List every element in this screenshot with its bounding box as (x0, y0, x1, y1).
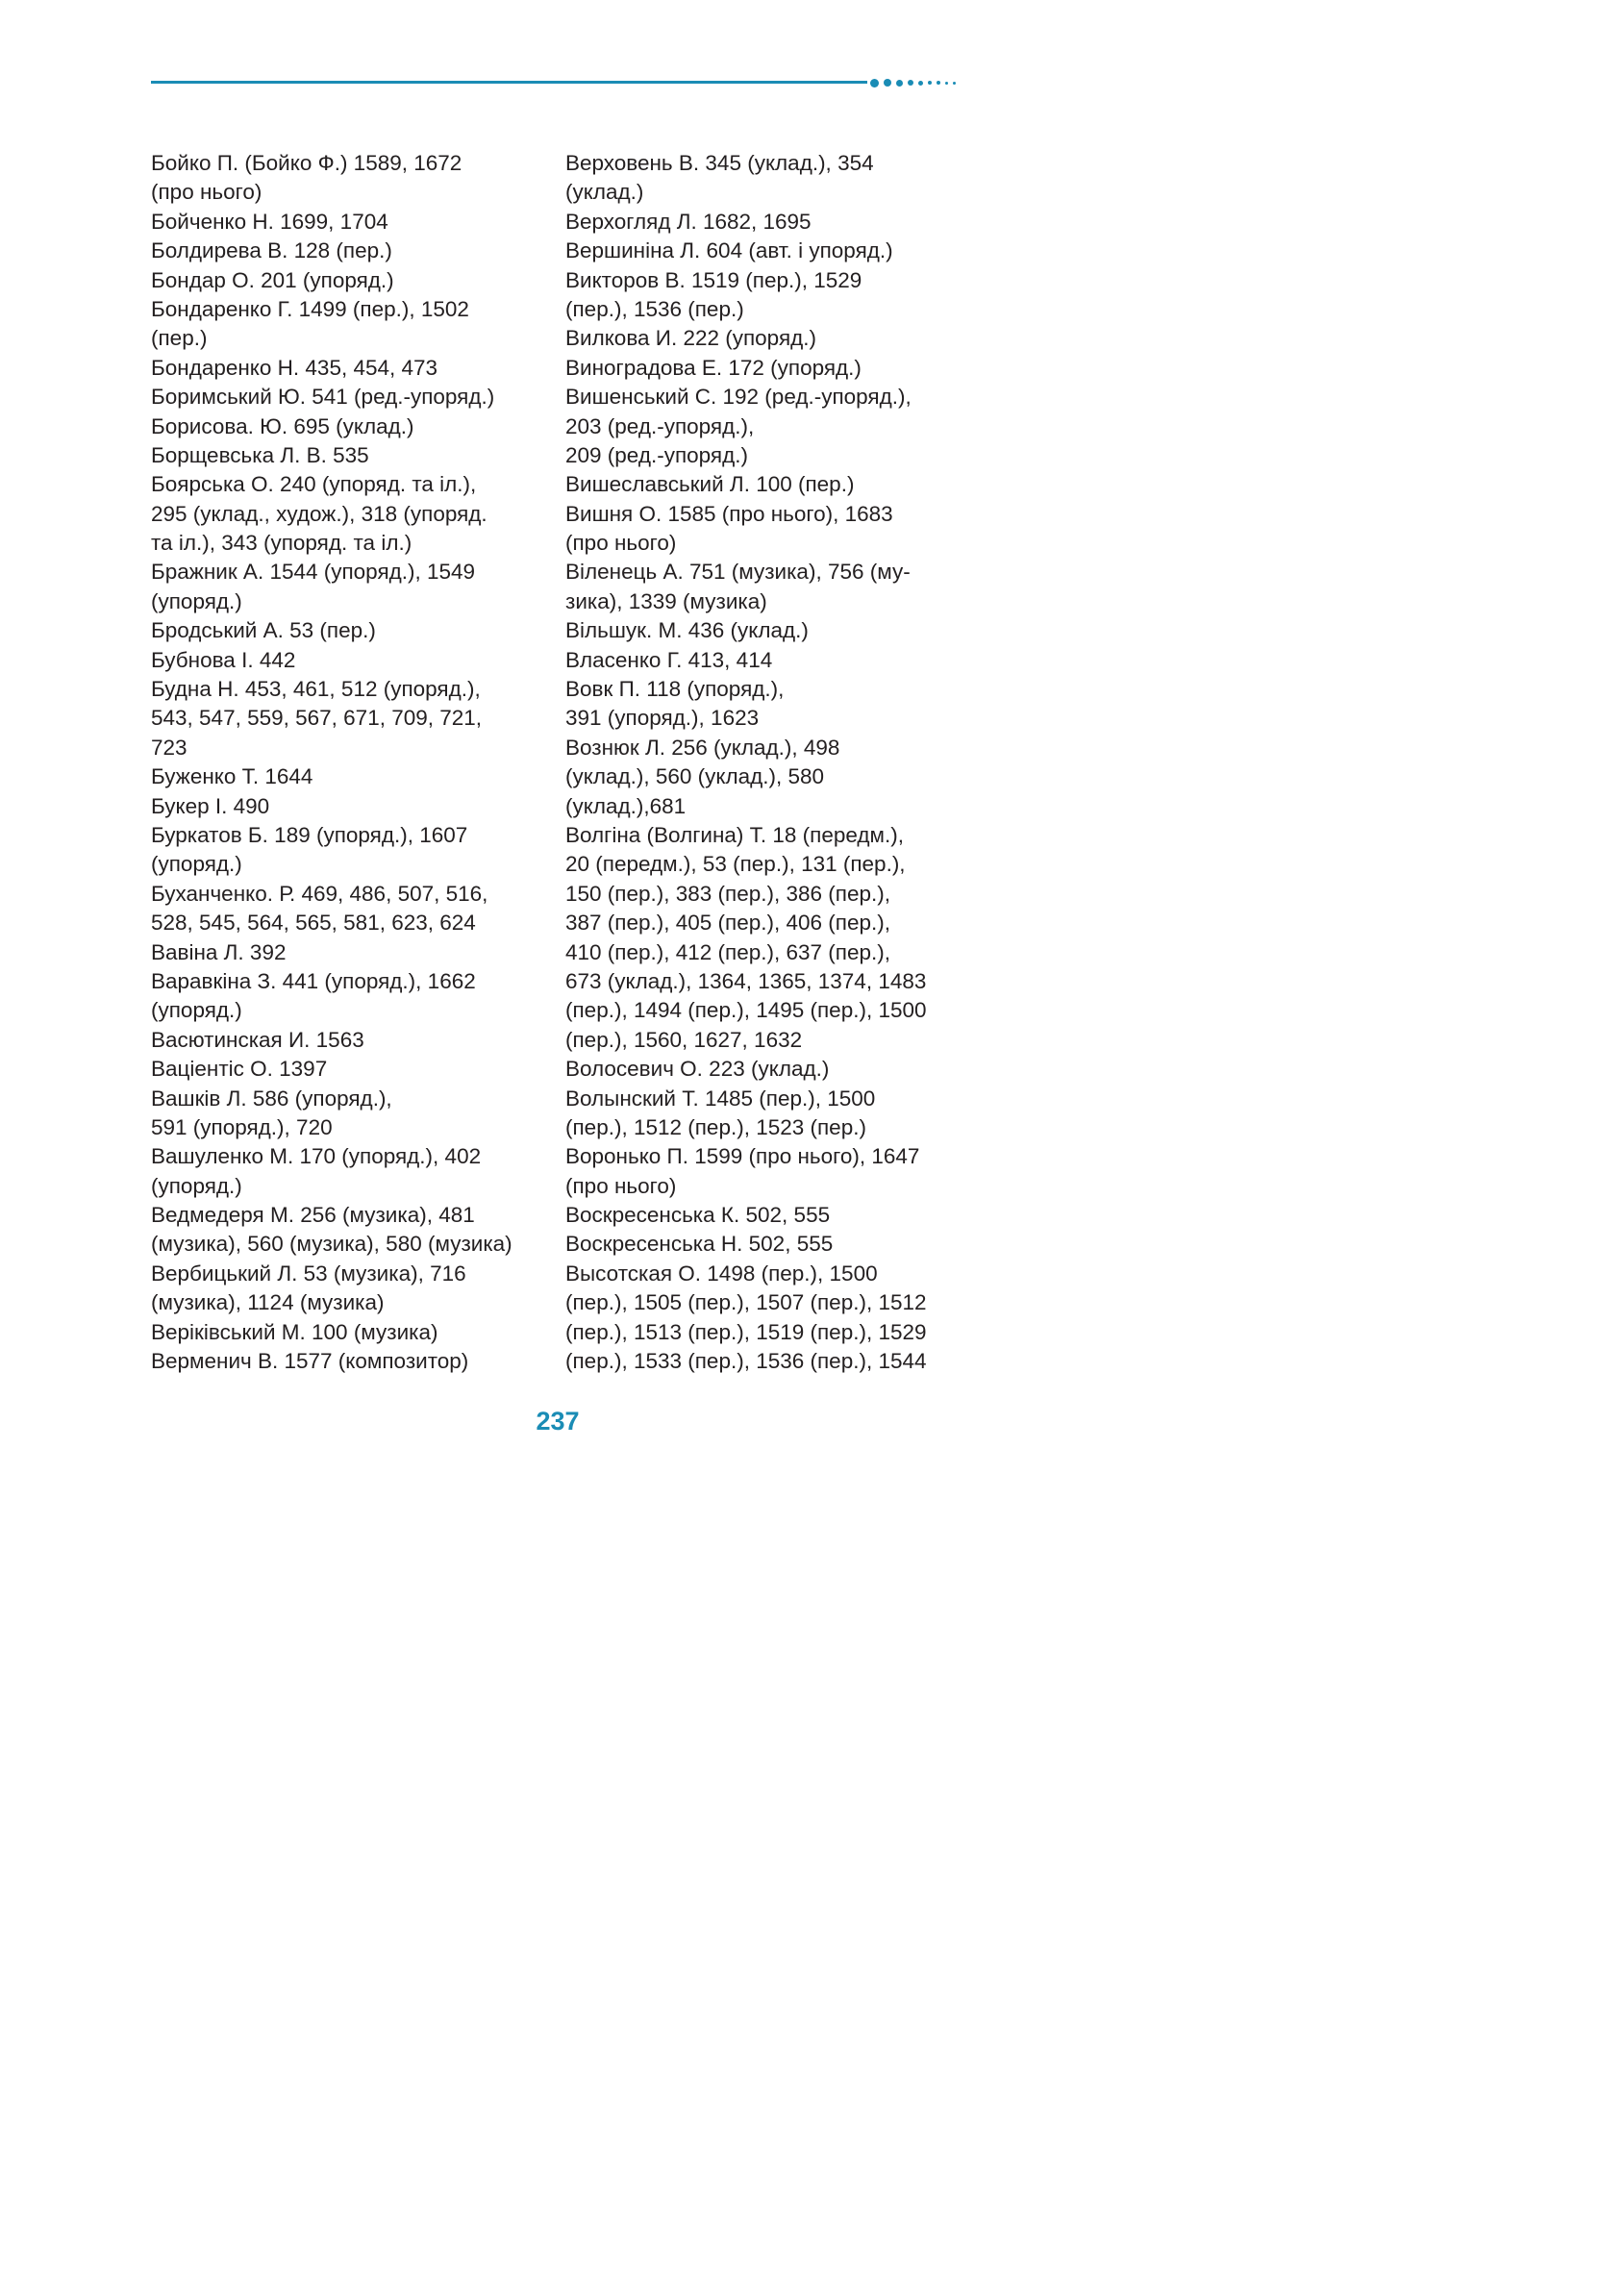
index-entry-line: Варавкіна З. 441 (упоряд.), 1662 (151, 968, 476, 993)
header-dot (896, 80, 903, 87)
index-entry-line: (про нього) (565, 1173, 677, 1198)
header-dot (918, 81, 923, 86)
index-entry-line: Вільшук. М. 436 (уклад.) (565, 618, 809, 643)
header-dot (908, 80, 913, 86)
index-entry-line: 591 (упоряд.), 720 (151, 1114, 333, 1139)
page-number: 237 (536, 1407, 580, 1436)
index-entry-line: Вашуленко М. 170 (упоряд.), 402 (151, 1144, 482, 1169)
index-entry-line: (пер.), 1494 (пер.), 1495 (пер.), 1500 (565, 998, 927, 1023)
index-entry-line: Викторов В. 1519 (пер.), 1529 (565, 267, 862, 292)
index-entry-line: (пер.), 1513 (пер.), 1519 (пер.), 1529 (565, 1319, 927, 1344)
index-entry-line: зика), 1339 (музика) (565, 588, 767, 613)
header-dot (870, 79, 879, 87)
index-entry-line: 528, 545, 564, 565, 581, 623, 624 (151, 911, 476, 936)
index-entry-line: Боярська О. 240 (упоряд. та іл.), (151, 472, 477, 497)
header-dot (928, 81, 932, 85)
index-entry-line: 20 (передм.), 53 (пер.), 131 (пер.), (565, 852, 906, 877)
index-entry-line: 150 (пер.), 383 (пер.), 386 (пер.), (565, 881, 890, 906)
index-entry-line: Букер І. 490 (151, 793, 270, 818)
index-entry-line: Буркатов Б. 189 (упоряд.), 1607 (151, 822, 468, 847)
index-entry-line: Буженко Т. 1644 (151, 764, 313, 789)
index-entry-line: 673 (уклад.), 1364, 1365, 1374, 1483 (565, 968, 927, 993)
index-entry-line: Верхогляд Л. 1682, 1695 (565, 209, 812, 234)
index-entry-line: (пер.), 1536 (пер.) (565, 296, 744, 321)
index-entry-line: Верменич В. 1577 (композитор) (151, 1349, 469, 1374)
index-entry-line: та іл.), 343 (упоряд. та іл.) (151, 531, 412, 556)
index-entry-line: Вознюк Л. 256 (уклад.), 498 (565, 735, 840, 760)
index-column-right (565, 149, 974, 1376)
index-entry-line: Волгіна (Волгина) Т. 18 (передм.), (565, 822, 905, 847)
index-entry-line: Виноградова Е. 172 (упоряд.) (565, 355, 862, 380)
index-entry-line: Власенко Г. 413, 414 (565, 647, 773, 672)
index-entry-line: Бондаренко Г. 1499 (пер.), 1502 (151, 296, 469, 321)
header-dot (945, 82, 948, 85)
index-entry-line: Буханченко. Р. 469, 486, 507, 516, (151, 881, 488, 906)
index-entry-line: 391 (упоряд.), 1623 (565, 706, 760, 731)
index-entry-line: (упоряд.) (151, 588, 242, 613)
index-entry-line: Боримський Ю. 541 (ред.-упоряд.) (151, 385, 495, 410)
index-entry-line: Верховень В. 345 (уклад.), 354 (565, 151, 874, 175)
index-entry-line: (музика), 1124 (музика) (151, 1290, 385, 1315)
index-entry-line: Вавіна Л. 392 (151, 939, 287, 964)
index-entry-line: (про нього) (151, 180, 262, 205)
index-entry-line: Вилкова И. 222 (упоряд.) (565, 326, 817, 351)
index-entry-line: Высотская О. 1498 (пер.), 1500 (565, 1261, 878, 1286)
index-entry-line: Бражник А. 1544 (упоряд.), 1549 (151, 560, 476, 585)
index-column-left (151, 149, 560, 1376)
index-entry-line: Воскресенська Н. 502, 555 (565, 1232, 834, 1257)
header-dot (884, 79, 891, 87)
index-entry-line: Бондар О. 201 (упоряд.) (151, 267, 394, 292)
index-entry-line: Ведмедеря М. 256 (музика), 481 (151, 1203, 475, 1228)
index-entry-line: Вершиніна Л. 604 (авт. і упоряд.) (565, 238, 893, 263)
header-dot (937, 81, 940, 85)
index-entry-line: (уклад.) (565, 180, 644, 205)
index-entry-line: Борщевська Л. В. 535 (151, 442, 369, 467)
index-entry-line: Воронько П. 1599 (про нього), 1647 (565, 1144, 920, 1169)
index-entry-line: Бубнова І. 442 (151, 647, 296, 672)
index-entry-line: Вишня О. 1585 (про нього), 1683 (565, 501, 893, 526)
index-entry-line: Волосевич О. 223 (уклад.) (565, 1057, 830, 1082)
index-entry-line: (упоряд.) (151, 1173, 242, 1198)
index-entry-line: (пер.) (151, 326, 208, 351)
index-entry-line: 209 (ред.-упоряд.) (565, 442, 748, 467)
index-entry-line: 295 (уклад., худож.), 318 (упоряд. (151, 501, 487, 526)
index-entry-line: Віленець А. 751 (музика), 756 (му- (565, 560, 911, 585)
index-entry-line: 543, 547, 559, 567, 671, 709, 721, (151, 706, 483, 731)
index-entry-line: 387 (пер.), 405 (пер.), 406 (пер.), (565, 911, 890, 936)
index-entry-line: Вишеславський Л. 100 (пер.) (565, 472, 855, 497)
index-entry-line: Вовк П. 118 (упоряд.), (565, 677, 785, 702)
index-entry-line: Волынский Т. 1485 (пер.), 1500 (565, 1086, 876, 1111)
index-entry-line: Бойченко Н. 1699, 1704 (151, 209, 388, 234)
index-entry-line: (уклад.),681 (565, 793, 687, 818)
index-entry-line: Вербицький Л. 53 (музика), 716 (151, 1261, 466, 1286)
index-entry-line: (уклад.), 560 (уклад.), 580 (565, 764, 825, 789)
index-entry-line: Вашків Л. 586 (упоряд.), (151, 1086, 392, 1111)
index-entry-line: Веріківський М. 100 (музика) (151, 1319, 438, 1344)
index-entry-line: Борисова. Ю. 695 (уклад.) (151, 413, 414, 438)
index-entry-line: Болдирева В. 128 (пер.) (151, 238, 392, 263)
index-entry-line: (пер.), 1505 (пер.), 1507 (пер.), 1512 (565, 1290, 927, 1315)
index-entry-line: (пер.), 1533 (пер.), 1536 (пер.), 1544 (565, 1349, 927, 1374)
index-entry-line: (упоряд.) (151, 998, 242, 1023)
index-entry-line: 723 (151, 735, 187, 760)
index-entry-line: (пер.), 1512 (пер.), 1523 (пер.) (565, 1114, 866, 1139)
index-entry-line: 410 (пер.), 412 (пер.), 637 (пер.), (565, 939, 890, 964)
header-dot (953, 82, 956, 85)
index-entry-line: (пер.), 1560, 1627, 1632 (565, 1027, 803, 1052)
header-rule (151, 81, 867, 84)
index-entry-line: Васютинская И. 1563 (151, 1027, 364, 1052)
index-entry-line: (музика), 560 (музика), 580 (музика) (151, 1232, 512, 1257)
index-entry-line: Бродський А. 53 (пер.) (151, 618, 376, 643)
index-entry-line: Бойко П. (Бойко Ф.) 1589, 1672 (151, 151, 462, 175)
index-entry-line: (про нього) (565, 531, 677, 556)
index-entry-line: Бондаренко Н. 435, 454, 473 (151, 355, 438, 380)
header-dots (870, 77, 961, 88)
index-entry-line: Вишенський С. 192 (ред.-упоряд.), (565, 385, 912, 410)
index-entry-line: Воскресенська К. 502, 555 (565, 1203, 831, 1228)
index-entry-line: (упоряд.) (151, 852, 242, 877)
index-entry-line: Будна Н. 453, 461, 512 (упоряд.), (151, 677, 481, 702)
index-entry-line: Ваціентіс О. 1397 (151, 1057, 328, 1082)
index-entry-line: 203 (ред.-упоряд.), (565, 413, 755, 438)
